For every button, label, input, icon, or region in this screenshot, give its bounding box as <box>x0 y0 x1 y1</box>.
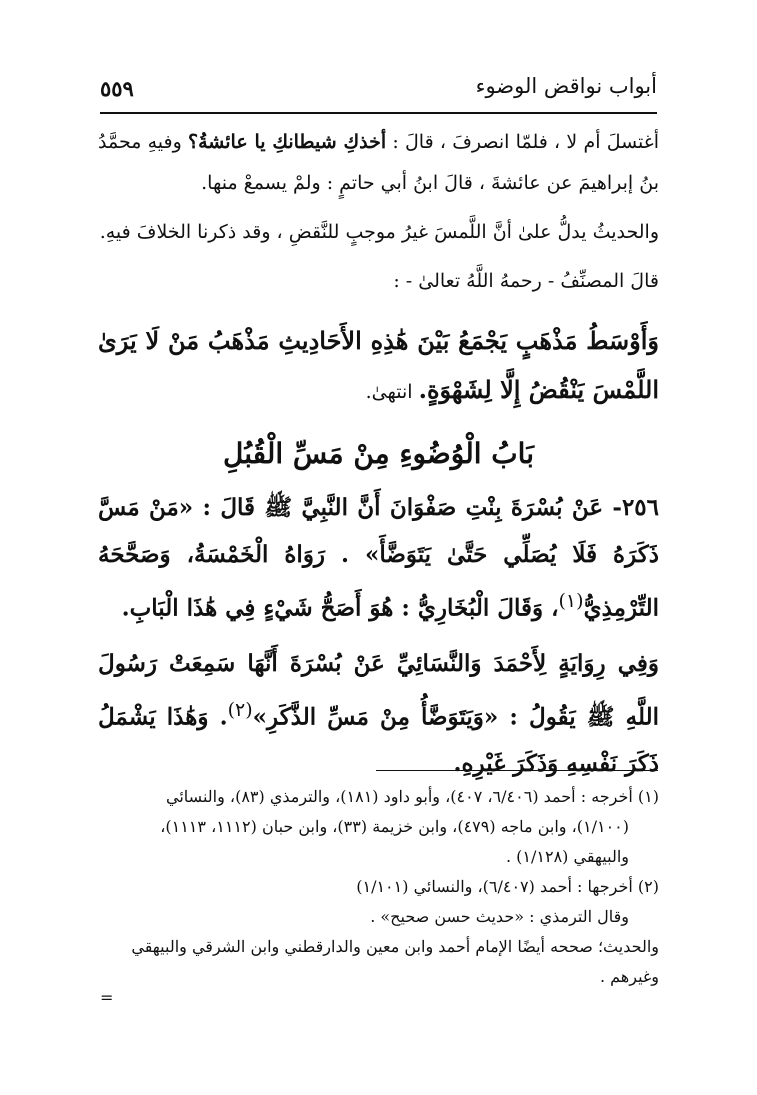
footnote-ref-2: (٢) <box>227 698 253 721</box>
quoted-saying: أخذكِ شيطانكِ يا عائشةُ؟ <box>188 131 387 153</box>
footnote-2-authentication: والحديث؛ صححه أيضًا الإمام أحمد وابن معين والدارقطني وابن الشرقي والبيهقي <box>131 937 659 956</box>
footnote-ref-1: (١) <box>558 590 584 612</box>
commentary-paragraph-2: والحديثُ يدلُّ علىٰ أنَّ اللَّمسَ غيرُ موجبٍ للنَّقضِ ، وقد ذكرنا الخلافَ فيهِ. <box>99 221 659 243</box>
author-attribution: قالَ المصنِّفُ - رحمهُ اللَّهُ تعالىٰ - : <box>393 270 659 292</box>
commentary-paragraph-1: أغتسلَ أم لا ، فلمّا انصرفَ ، قالَ : أخذكِ شيطانكِ يا عائشةُ؟ وفيهِ محمَّدُ بنُ إبراهيمَ عن عائشةَ ، قالَ ابنُ أبي حاتمٍ : ولمْ يسمعْ منها. <box>98 131 660 194</box>
footnote-1: (١) أخرجه : أحمد (٦/٤٠٦، ٤٠٧)، وأبو داود (١٨١)، والترمذي (٨٣)، والنسائي (١/١٠٠)، وابن ماجه (٤٧٩)، وابن خزيمة (٣٣)، وابن حبان (١١١٢، ١١١٣)، والبيهقي (١/١٢٨) . <box>160 787 659 866</box>
running-title: أبواب نواقض الوضوء <box>475 74 657 98</box>
page-body <box>98 122 659 787</box>
footnotes <box>100 782 659 992</box>
footnote-2-tirmidhi: وقال الترمذي : «حديث حسن صحيح» . <box>370 907 629 926</box>
hadith-256: ٢٥٦- عَنْ بُسْرَةَ بِنْتِ صَفْوَانَ أَنَّ النَّبِيَّ ﷺ قَالَ : «مَنْ مَسَّ ذَكَرَهُ فَلَا يُصَلِّي حَتَّىٰ يَتَوَضَّأَ» . رَوَاهُ الْخَمْسَةُ، وَصَحَّحَهُ التِّرْمِذِيُّ$^{(١)}$، وَقَالَ الْبُخَارِيُّ : هُوَ أَصَحُّ شَيْءٍ فِي هَٰذَا الْبَابِ. <box>98 494 659 622</box>
matn-text: وَأَوْسَطُ مَذْهَبٍ يَجْمَعُ بَيْنَ هَٰذِهِ الأَحَادِيثِ مَذْهَبُ مَنْ لَا يَرَىٰ اللَّمْسَ يَنْقُضُ إِلَّا لِشَهْوَةٍ. انتهىٰ. <box>98 326 659 404</box>
page-number: ٥٥٩ <box>100 76 134 101</box>
header-divider <box>100 112 657 114</box>
page-header <box>100 68 657 112</box>
matn-end-marker: انتهىٰ. <box>365 381 419 403</box>
continuation-mark: = <box>100 988 114 1007</box>
footnote-divider <box>376 770 658 771</box>
footnote-2-end: وغيرهم . <box>599 967 659 986</box>
chapter-title: بَابُ الْوُضُوءِ مِنْ مَسِّ الْقُبُلِ <box>223 437 534 470</box>
hadith-variant-narration: وَفِي رِوَايَةٍ لِأَحْمَدَ وَالنَّسَائِيِّ عَنْ بُسْرَةَ أَنَّهَا سَمِعَتْ رَسُولَ اللَّهِ ﷺ يَقُولُ : «وَيَتَوَضَّأُ مِنْ مَسِّ الذَّكَرِ»$^{(٢)}$. وَهَٰذَا يَشْمَلُ ذَكَرَ نَفْسِهِ وَذَكَرَ غَيْرِهِ. <box>98 649 660 778</box>
footnote-2: (٢) أخرجها : أحمد (٦/٤٠٧)، والنسائي (١/١٠١) <box>356 877 659 896</box>
matn-block <box>98 316 659 417</box>
